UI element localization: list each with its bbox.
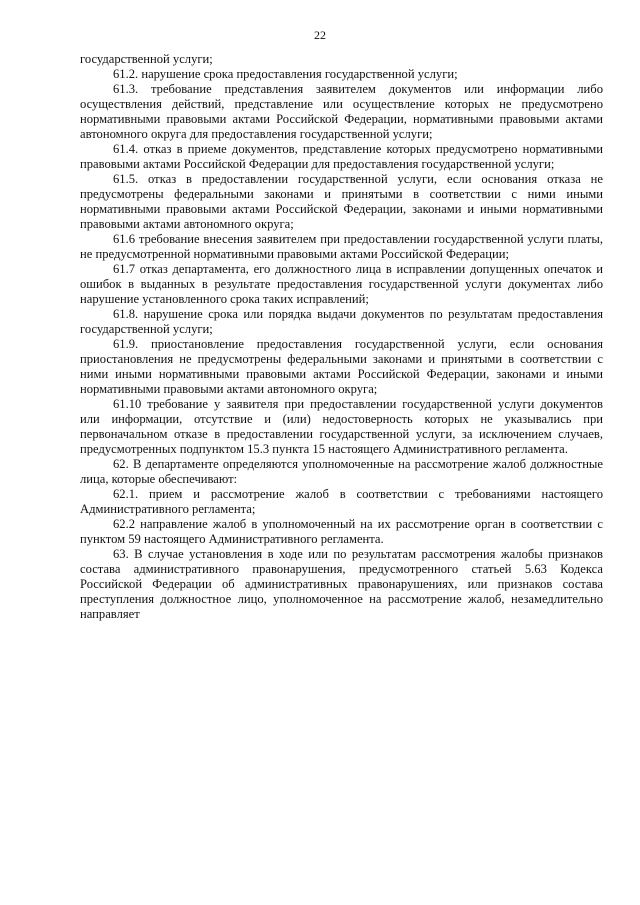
- paragraph: 62.2 направление жалоб в уполномоченный на их рассмотрение орган в соответствии с пунктом 59 настоящего Административного регламента.: [80, 517, 603, 546]
- paragraph: 61.7 отказ департамента, его должностного лица в исправлении допущенных опечаток и ошибок в выданных в результате предоставления государственной услуги документах либо нарушение установленного срока таких исправлений;: [80, 262, 603, 306]
- paragraph: 61.8. нарушение срока или порядка выдачи документов по результатам предоставления государственной услуги;: [80, 307, 603, 336]
- paragraph: 61.10 требование у заявителя при предоставлении государственной услуги документов или информации, отсутствие и (или) недостоверность которых не указывались при первоначальном отказе в предоставлении государственной услуги, за исключением случаев, предусмотренных подпунктом 15.3 пункта 15 настоящего Административного регламента.: [80, 397, 603, 456]
- page-number: 22: [314, 28, 326, 42]
- paragraph: 61.9. приостановление предоставления государственной услуги, если основания приостановления не предусмотрены федеральными законами и принятыми в соответствии с ними иными нормативными правовыми актами Российской Федерации, законами и иными нормативными правовыми актами автономного округа;: [80, 337, 603, 396]
- paragraph: 62.1. прием и рассмотрение жалоб в соответствии с требованиями настоящего Административного регламента;: [80, 487, 603, 516]
- paragraph: 61.5. отказ в предоставлении государственной услуги, если основания отказа не предусмотрены федеральными законами и принятыми в соответствии с ними иными нормативными правовыми актами Российской Федерации, законами и иными нормативными правовыми актами автономного округа;: [80, 172, 603, 231]
- paragraph: 62. В департаменте определяются уполномоченные на рассмотрение жалоб должностные лица, которые обеспечивают:: [80, 457, 603, 486]
- paragraph: 63. В случае установления в ходе или по результатам рассмотрения жалобы признаков состава административного правонарушения, предусмотренного статьей 5.63 Кодекса Российской Федерации об административных правонарушениях, или признаков состава преступления должностное лицо, уполномоченное на рассмотрение жалоб, незамедлительно направляет: [80, 547, 603, 621]
- paragraph: государственной услуги;: [80, 52, 213, 66]
- document-body: [80, 52, 603, 622]
- paragraph: 61.6 требование внесения заявителем при предоставлении государственной услуги платы, не предусмотренной нормативными правовыми актами Российской Федерации;: [80, 232, 603, 261]
- paragraph: 61.2. нарушение срока предоставления государственной услуги;: [113, 67, 458, 81]
- paragraph: 61.4. отказ в приеме документов, представление которых предусмотрено нормативными правовыми актами Российской Федерации для предоставления государственной услуги;: [80, 142, 603, 171]
- paragraph: 61.3. требование представления заявителем документов или информации либо осуществления действий, представление или осуществление которых не предусмотрено нормативными правовыми актами Российской Федерации, нормативными правовыми актами автономного округа для предоставления государственной услуги;: [80, 82, 603, 141]
